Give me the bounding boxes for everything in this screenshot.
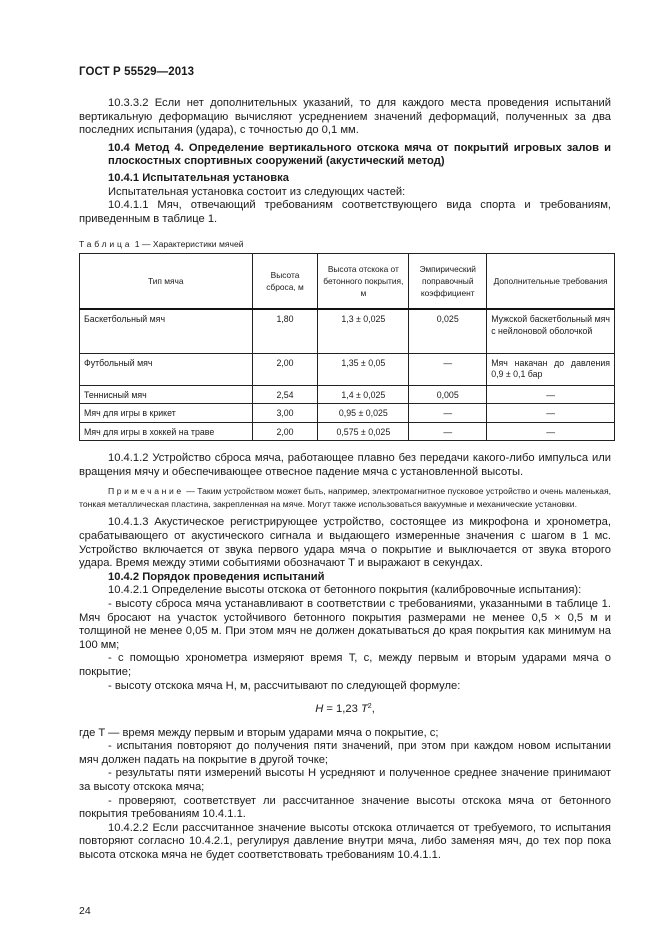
bullet-measure-time: - с помощью хронометра измеряют время T, с, между первым и вторым ударами мяча о покрытие; [79, 652, 611, 678]
table-caption-label: Таблица [79, 239, 133, 249]
table-row [80, 404, 615, 423]
heading-10-4: 10.4 Метод 4. Определение вертикального отскока мяча от покрытий игровых залов и плоскостных спортивных сооружений (акустический метод) [108, 141, 611, 168]
cell-requirements: — [487, 404, 615, 423]
cell-ball-type: Мяч для игры в хоккей на траве [80, 422, 253, 441]
cell-coefficient: — [409, 404, 487, 423]
cell-rebound-height: 0,575 ± 0,025 [318, 422, 409, 441]
table-row [80, 353, 615, 385]
formula-lhs: H [315, 703, 324, 716]
formula-where: где T — время между первым и вторым ударами мяча о покрытие, с; [79, 726, 439, 739]
formula [79, 703, 611, 717]
page-number: 24 [79, 905, 91, 917]
bullet-average: - результаты пяти измерений высоты H усредняют и полученное среднее значение принимают за высоту отскока мяча; [79, 767, 611, 794]
cell-drop-height: 2,00 [252, 422, 318, 441]
cell-requirements: Мяч накачан до давления 0,9 ± 0,1 бар [487, 353, 615, 385]
cell-ball-type: Теннисный мяч [80, 385, 253, 404]
paragraph-10-4-2-2: 10.4.2.2 Если рассчитанное значение высоты отскока отличается от требуемого, то испытания повторяют согласно 10.4.2.1, регулируя давление внутри мяча, либо заменяя мяч, до тех пор пока высота отскока мяча не будет соответствовать требованиям 10.4.1.1. [79, 821, 611, 862]
paragraph-intro: Испытательная установка состоит из следующих частей: [108, 185, 406, 198]
heading-10-4-1: 10.4.1 Испытательная установка [108, 171, 289, 184]
ball-characteristics-table [79, 253, 615, 441]
cell-drop-height: 1,80 [252, 309, 318, 353]
cell-ball-type: Футбольный мяч [80, 353, 253, 385]
formula-tail: , [371, 703, 375, 716]
note-text: — Таким устройством может быть, например, электромагнитное пусковое устройство и очень маленькая, тонкая металлическая пластина, закрепленная на мяче. Могут также использоваться вакуумные и механические установки. [79, 486, 611, 509]
header-drop-height: Высота сброса, м [252, 254, 318, 310]
table-caption [79, 239, 244, 249]
cell-requirements: — [487, 422, 615, 441]
paragraph-10-4-1-3: 10.4.1.3 Акустическое регистрирующее устройство, состоящее из микрофона и хронометра, срабатывающего от акустического сигнала и выдающего измеренные значения с шагом в 1 мс. Устройство включается от звука первого удара мяча о покрытие и выключается от звука второго удара. Время между этими событиями обозначают T и выражают в секундах. [79, 516, 611, 570]
cell-rebound-height: 1,3 ± 0,025 [318, 309, 409, 353]
text-block-bottom [79, 452, 611, 863]
bullet-calc-height: - высоту отскока мяча H, м, рассчитывают по следующей формуле: [108, 679, 461, 692]
cell-coefficient: 0,005 [409, 385, 487, 404]
bullet-check: - проверяют, соответствует ли рассчитанное значение высоты отскока мяча от бетонного покрытия требованиям 10.4.1.1. [79, 794, 611, 821]
formula-coefficient: = 1,23 [323, 703, 361, 716]
note [79, 485, 611, 510]
cell-requirements: Мужской баскетбольный мяч с нейлоновой оболочкой [487, 309, 615, 353]
cell-drop-height: 2,54 [252, 385, 318, 404]
table-row [80, 385, 615, 404]
header-additional-requirements: Дополнительные требования [487, 254, 615, 310]
paragraph-10-3-3-2: 10.3.3.2 Если нет дополнительных указаний, то для каждого места проведения испытаний вертикальную деформацию вычисляют усреднением значений деформаций, полученных за два последних испытания (удара), с точностью до 0,1 мм. [79, 97, 611, 137]
cell-ball-type: Мяч для игры в крикет [80, 404, 253, 423]
header-rebound-height: Высота отскока от бетонного покрытия, м [318, 254, 409, 310]
paragraph-10-4-1-2: 10.4.1.2 Устройство сброса мяча, работающее плавно без передачи какого-либо импульса или вращения мячу и обеспечивающее отвесное падение мяча с установленной высоты. [79, 452, 611, 478]
cell-ball-type: Баскетбольный мяч [80, 309, 253, 353]
paragraph-10-4-1-1: 10.4.1.1 Мяч, отвечающий требованиям соответствующего вида спорта и требованиям, приведенным в таблице 1. [79, 199, 611, 225]
table-caption-text: 1 — Характеристики мячей [134, 239, 244, 249]
cell-rebound-height: 1,4 ± 0,025 [318, 385, 409, 404]
table-row [80, 422, 615, 441]
cell-rebound-height: 0,95 ± 0,025 [318, 404, 409, 423]
cell-rebound-height: 1,35 ± 0,05 [318, 353, 409, 385]
table-header-row [80, 254, 615, 310]
text-block-top [79, 97, 611, 226]
cell-coefficient: — [409, 422, 487, 441]
note-label: Примечание [108, 486, 184, 497]
bullet-repeat: - испытания повторяют до получения пяти значений, при этом при каждом новом испытании мяч должен падать на покрытие в другой точке; [79, 740, 611, 766]
cell-drop-height: 2,00 [252, 353, 318, 385]
heading-10-4-2: 10.4.2 Порядок проведения испытаний [108, 570, 325, 583]
cell-coefficient: — [409, 353, 487, 385]
header-ball-type: Тип мяча [80, 254, 253, 310]
cell-drop-height: 3,00 [252, 404, 318, 423]
formula-exponent: 2 [367, 703, 372, 711]
bullet-drop-height: - высоту сброса мяча устанавливают в соответствии с требованиями, указанными в таблице 1. Мяч бросают на участок устойчивого бетонного покрытия размерами не менее 0,5 × 0,5 м и толщиной не менее 0,05 м. При этом мяч не должен докатываться до края покрытия как минимум на 100 мм; [79, 597, 611, 651]
paragraph-10-4-2-1: 10.4.2.1 Определение высоты отскока от бетонного покрытия (калибровочные испытания): [108, 584, 582, 597]
cell-coefficient: 0,025 [409, 309, 487, 353]
header-correction-coefficient: Эмпирический поправочный коэффициент [409, 254, 487, 310]
cell-requirements: — [487, 385, 615, 404]
table-row [80, 309, 615, 353]
formula-var: T [360, 703, 368, 716]
document-header: ГОСТ Р 55529—2013 [79, 66, 195, 78]
